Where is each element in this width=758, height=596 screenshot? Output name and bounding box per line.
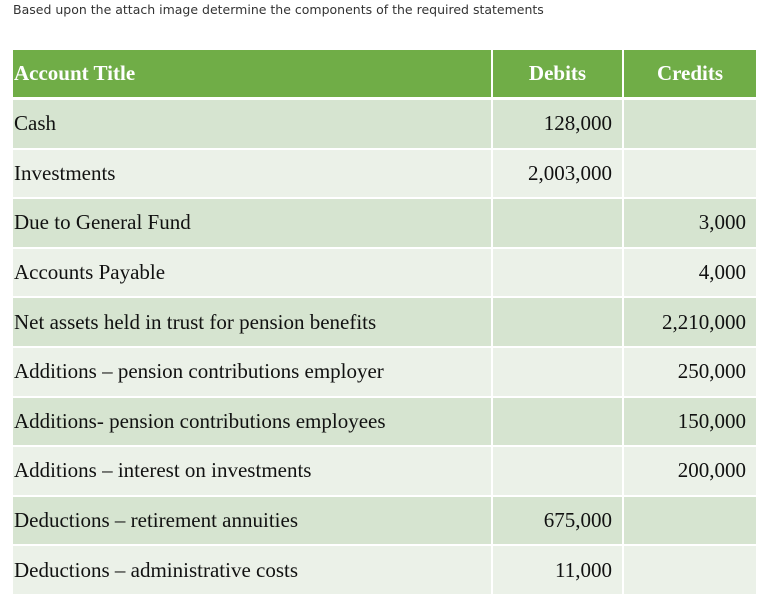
table-row <box>13 99 756 149</box>
debit-cell <box>492 198 623 248</box>
table-row <box>13 347 756 397</box>
debit-cell <box>492 446 623 496</box>
table-row <box>13 297 756 347</box>
table-header-row <box>13 50 756 99</box>
credit-cell: 150,000 <box>623 397 756 447</box>
account-cell: Cash <box>13 99 492 149</box>
credit-cell <box>623 149 756 199</box>
account-cell: Investments <box>13 149 492 199</box>
account-cell: Due to General Fund <box>13 198 492 248</box>
debit-cell: 675,000 <box>492 496 623 546</box>
account-cell: Additions- pension contributions employees <box>13 397 492 447</box>
credit-cell: 3,000 <box>623 198 756 248</box>
account-cell: Accounts Payable <box>13 248 492 298</box>
debit-cell: 128,000 <box>492 99 623 149</box>
account-cell: Additions – interest on investments <box>13 446 492 496</box>
table-row <box>13 496 756 546</box>
account-cell: Additions – pension contributions employer <box>13 347 492 397</box>
debit-cell <box>492 397 623 447</box>
credit-cell: 250,000 <box>623 347 756 397</box>
table-row <box>13 446 756 496</box>
debit-cell <box>492 248 623 298</box>
table-row <box>13 248 756 298</box>
table-row <box>13 198 756 248</box>
question-text: Based upon the attach image determine the components of the required statements <box>13 2 544 17</box>
trial-balance-table <box>13 50 756 596</box>
debit-cell: 2,003,000 <box>492 149 623 199</box>
credit-cell: 4,000 <box>623 248 756 298</box>
account-cell: Deductions – administrative costs <box>13 545 492 595</box>
credit-cell <box>623 99 756 149</box>
debit-cell: 11,000 <box>492 545 623 595</box>
header-debits: Debits <box>492 50 623 99</box>
header-credits: Credits <box>623 50 756 99</box>
debit-cell <box>492 297 623 347</box>
table-row <box>13 545 756 595</box>
credit-cell: 2,210,000 <box>623 297 756 347</box>
table-row <box>13 149 756 199</box>
credit-cell <box>623 545 756 595</box>
account-cell: Deductions – retirement annuities <box>13 496 492 546</box>
account-cell: Net assets held in trust for pension benefits <box>13 297 492 347</box>
credit-cell <box>623 496 756 546</box>
credit-cell: 200,000 <box>623 446 756 496</box>
table-row <box>13 397 756 447</box>
debit-cell <box>492 347 623 397</box>
header-account-title: Account Title <box>13 50 492 99</box>
